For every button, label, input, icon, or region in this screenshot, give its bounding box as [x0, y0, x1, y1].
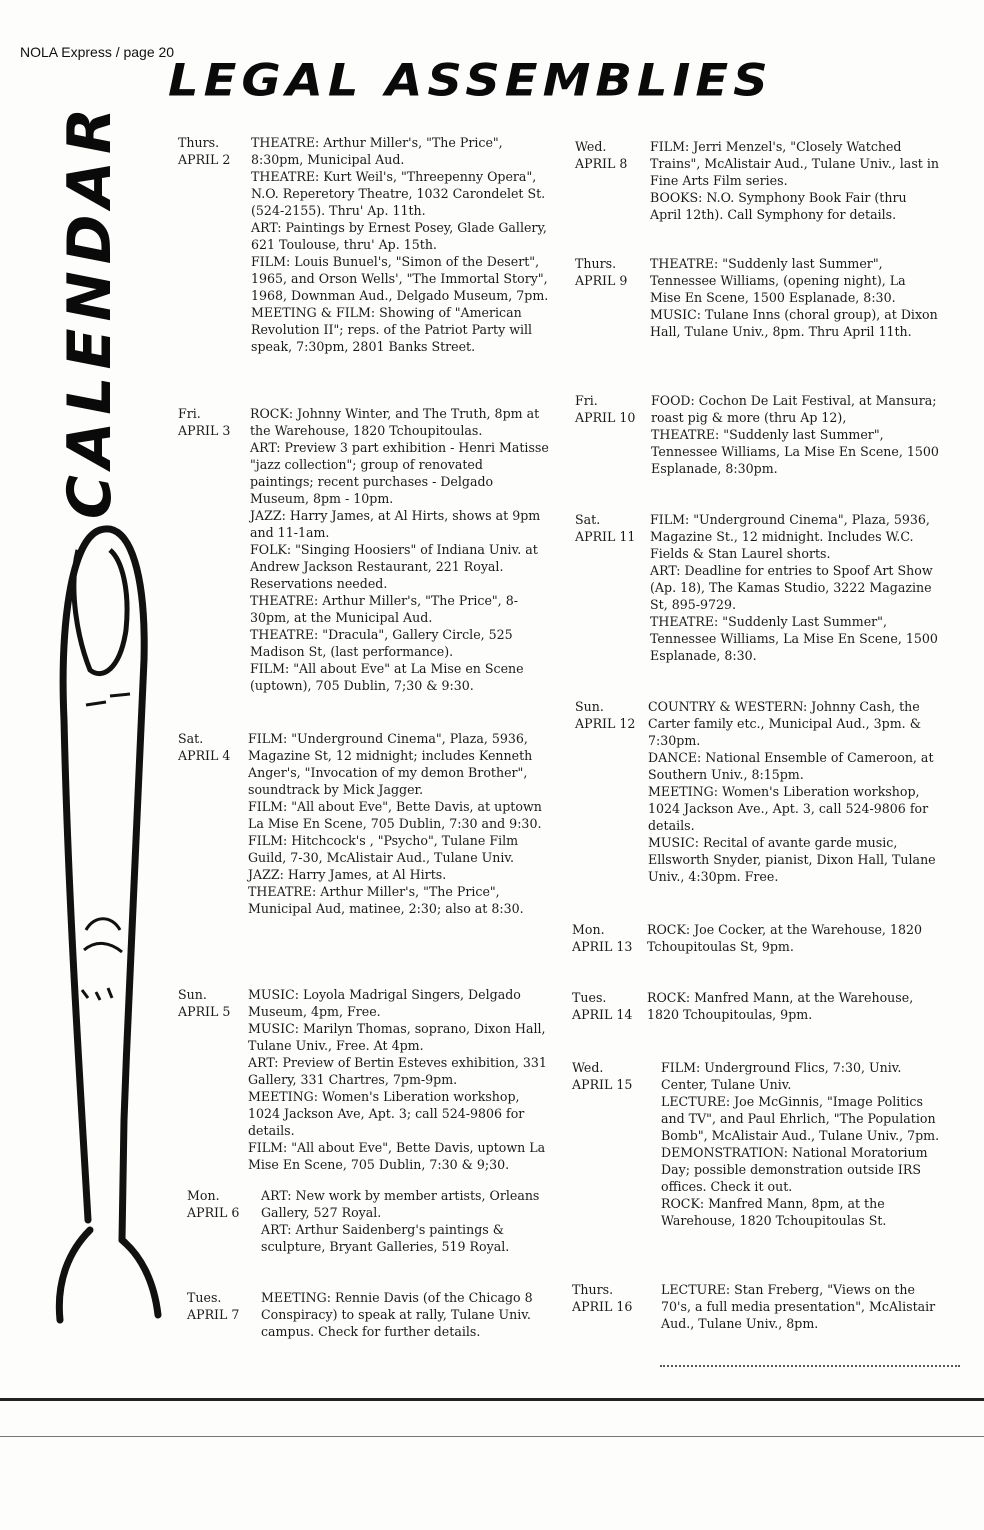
event-item: ART: New work by member artists, Orleans Gallery, 527 Royal.	[261, 1188, 540, 1220]
entry-events	[650, 511, 940, 664]
entry-date-text: APRIL 12	[575, 716, 636, 731]
entry-date-text: APRIL 4	[178, 748, 231, 763]
event-item: ROCK: Joe Cocker, at the Warehouse, 1820 Tchoupitoulas St, 9pm.	[647, 922, 922, 954]
event-item: THEATRE: "Suddenly Last Summer", Tennessee Williams, La Mise En Scene, 1500 Esplanade, 8:30.	[650, 614, 938, 663]
entry-events	[261, 1187, 551, 1255]
entry-date	[178, 405, 248, 439]
event-item: JAZZ: Harry James, at Al Hirts, shows at 9pm and 11-1am.	[250, 508, 541, 540]
event-item: MEETING & FILM: Showing of "American Revolution II"; reps. of the Patriot Party will speak, 7:30pm, 2801 Banks Street.	[251, 305, 533, 354]
entry-date	[178, 134, 248, 168]
entry-day: Sat.	[178, 731, 204, 746]
entry-day: Wed.	[572, 1060, 604, 1075]
event-item: THEATRE: Kurt Weil's, "Threepenny Opera", N.O. Reperetory Theatre, 1032 Carondelet St. (524-2155). Thru' Ap. 11th.	[251, 169, 546, 218]
entry-events	[248, 986, 552, 1173]
event-item: FILM: Underground Flics, 7:30, Univ. Center, Tulane Univ.	[661, 1060, 902, 1092]
event-item: MUSIC: Tulane Inns (choral group), at Dixon Hall, Tulane Univ., 8pm. Thru April 11th.	[650, 307, 938, 339]
event-item: LECTURE: Joe McGinnis, "Image Politics and TV", and Paul Ehrlich, "The Population Bomb", McAlistair Aud., Tulane Univ., 7pm.	[661, 1094, 940, 1143]
entry-day: Fri.	[178, 406, 201, 421]
entry-date-text: APRIL 11	[575, 529, 636, 544]
entry-date-text: APRIL 7	[187, 1307, 240, 1322]
event-item: MEETING: Women's Liberation workshop, 1024 Jackson Ave, Apt. 3; call 524-9806 for details.	[248, 1089, 525, 1138]
event-item: FILM: "All about Eve" at La Mise en Scene (uptown), 705 Dublin, 7;30 & 9:30.	[250, 661, 524, 693]
event-item: JAZZ: Harry James, at Al Hirts.	[248, 867, 447, 882]
entry-date	[575, 255, 645, 289]
entry-day: Thurs.	[575, 256, 617, 271]
entry-date	[575, 138, 645, 172]
event-item: BOOKS: N.O. Symphony Book Fair (thru April 12th). Call Symphony for details.	[650, 190, 907, 222]
entry-date	[575, 698, 645, 732]
entry-events	[248, 730, 552, 917]
event-item: THEATRE: "Suddenly last Summer", Tennessee Williams, La Mise En Scene, 1500 Esplanade, 8:30pm.	[651, 427, 939, 476]
entry-day: Mon.	[187, 1188, 220, 1203]
event-item: ART: Preview 3 part exhibition - Henri Matisse "jazz collection"; group of renovated paintings; recent purchases - Delgado Museum, 8pm - 10pm.	[250, 440, 549, 506]
event-item: ART: Arthur Saidenberg's paintings & sculpture, Bryant Galleries, 519 Royal.	[261, 1222, 510, 1254]
entry-date-text: APRIL 6	[187, 1205, 240, 1220]
entry-day: Mon.	[572, 922, 605, 937]
entry-events	[648, 698, 944, 885]
calendar-side-title-text: CALENDAR	[55, 100, 125, 520]
event-item: FILM: "All about Eve", Bette Davis, at uptown La Mise En Scene, 705 Dublin, 7:30 and 9:30.	[248, 799, 542, 831]
entry-events	[251, 134, 551, 355]
entry-events	[650, 138, 940, 223]
event-item: THEATRE: "Suddenly last Summer", Tennessee Williams, (opening night), La Mise En Scene, 1500 Esplanade, 8:30.	[650, 256, 906, 305]
entry-date	[572, 1059, 642, 1093]
entry-date-text: APRIL 5	[178, 1004, 231, 1019]
event-item: MUSIC: Loyola Madrigal Singers, Delgado Museum, 4pm, Free.	[248, 987, 521, 1019]
entry-date	[572, 921, 642, 955]
event-item: FOLK: "Singing Hoosiers" of Indiana Univ. at Andrew Jackson Restaurant, 221 Royal. Reservations needed.	[250, 542, 538, 591]
entry-events	[661, 1281, 945, 1332]
event-item: FILM: Louis Bunuel's, "Simon of the Desert", 1965, and Orson Wells', "The Immortal Story", 1968, Downman Aud., Delgado Museum, 7pm.	[251, 254, 549, 303]
bottom-rule	[0, 1398, 984, 1401]
entry-events	[647, 921, 943, 955]
event-item: MEETING: Rennie Davis (of the Chicago 8 Conspiracy) to speak at rally, Tulane Univ. campus. Check for further details.	[261, 1290, 533, 1339]
entry-date	[178, 986, 248, 1020]
entry-date-text: APRIL 14	[572, 1007, 633, 1022]
event-item: THEATRE: Arthur Miller's, "The Price", 8-30pm, at the Municipal Aud.	[250, 593, 518, 625]
entry-day: Tues.	[572, 990, 607, 1005]
event-item: LECTURE: Stan Freberg, "Views on the 70's, a full media presentation", McAlistair Aud., Tulane Univ., 8pm.	[661, 1282, 936, 1331]
entry-day: Sun.	[575, 699, 604, 714]
entry-date-text: APRIL 9	[575, 273, 628, 288]
entry-events	[651, 392, 941, 477]
event-item: FILM: Hitchcock's , "Psycho", Tulane Film Guild, 7-30, McAlistair Aud., Tulane Univ.	[248, 833, 519, 865]
entry-date	[187, 1289, 257, 1323]
event-item: ART: Paintings by Ernest Posey, Glade Gallery, 621 Toulouse, thru' Ap. 15th.	[251, 220, 547, 252]
entry-date	[572, 1281, 642, 1315]
event-item: FILM: "Underground Cinema", Plaza, 5936, Magazine St., 12 midnight. Includes W.C. Fields & Stan Laurel shorts.	[650, 512, 930, 561]
event-item: ART: Preview of Bertin Esteves exhibition, 331 Gallery, 331 Chartres, 7pm-9pm.	[248, 1055, 547, 1087]
event-item: MUSIC: Marilyn Thomas, soprano, Dixon Hall, Tulane Univ., Free. At 4pm.	[248, 1021, 546, 1053]
entry-day: Sun.	[178, 987, 207, 1002]
entry-events	[250, 405, 550, 694]
entry-day: Sat.	[575, 512, 601, 527]
entry-events	[647, 989, 943, 1023]
event-item: FILM: "Underground Cinema", Plaza, 5936, Magazine St, 12 midnight; includes Kenneth Anger's, "Invocation of my demon Brother", soundtrack by Mick Jagger.	[248, 731, 533, 797]
entry-date	[187, 1187, 257, 1221]
finger-drawing	[50, 520, 170, 1340]
entry-day: Wed.	[575, 139, 607, 154]
page-title: LEGAL ASSEMBLIES	[168, 55, 773, 107]
entry-events	[261, 1289, 551, 1340]
entry-date-text: APRIL 3	[178, 423, 231, 438]
event-item: THEATRE: "Dracula", Gallery Circle, 525 Madison St, (last performance).	[250, 627, 513, 659]
event-item: FILM: Jerri Menzel's, "Closely Watched Trains", McAlistair Aud., Tulane Univ., last in Fine Arts Film series.	[650, 139, 939, 188]
entry-date	[178, 730, 248, 764]
page-label: NOLA Express / page 20	[20, 44, 175, 60]
entry-date-text: APRIL 2	[178, 152, 231, 167]
event-item: DANCE: National Ensemble of Cameroon, at Southern Univ., 8:15pm.	[648, 750, 934, 782]
event-item: FOOD: Cochon De Lait Festival, at Mansura; roast pig & more (thru Ap 12),	[651, 393, 937, 425]
entry-date	[575, 511, 645, 545]
event-item: ROCK: Johnny Winter, and The Truth, 8pm at the Warehouse, 1820 Tchoupitoulas.	[250, 406, 540, 438]
entry-date	[575, 392, 645, 426]
entry-date	[572, 989, 642, 1023]
entry-day: Tues.	[187, 1290, 222, 1305]
event-item: THEATRE: Arthur Miller's, "The Price", 8:30pm, Municipal Aud.	[251, 135, 503, 167]
event-item: MUSIC: Recital of avante garde music, Ellsworth Snyder, pianist, Dixon Hall, Tulane Univ., 4:30pm. Free.	[648, 835, 936, 884]
event-item: THEATRE: Arthur Miller's, "The Price", Municipal Aud, matinee, 2:30; also at 8:30.	[248, 884, 524, 916]
entry-date-text: APRIL 15	[572, 1077, 633, 1092]
entry-date-text: APRIL 16	[572, 1299, 633, 1314]
entry-date-text: APRIL 13	[572, 939, 633, 954]
event-item: DEMONSTRATION: National Moratorium Day; possible demonstration outside IRS offices. Check it out.	[661, 1145, 928, 1194]
calendar-side-title	[40, 100, 140, 520]
event-item: COUNTRY & WESTERN: Johnny Cash, the Carter family etc., Municipal Aud., 3pm. & 7:30pm.	[648, 699, 921, 748]
entry-events	[661, 1059, 945, 1229]
event-item: ROCK: Manfred Mann, at the Warehouse, 1820 Tchoupitoulas, 9pm.	[647, 990, 914, 1022]
event-item: MEETING: Women's Liberation workshop, 1024 Jackson Ave., Apt. 3, call 524-9806 for details.	[648, 784, 929, 833]
entry-day: Thurs.	[572, 1282, 614, 1297]
entry-day: Thurs.	[178, 135, 220, 150]
entry-date-text: APRIL 10	[575, 410, 636, 425]
event-item: ART: Deadline for entries to Spoof Art Show (Ap. 18), The Kamas Studio, 3222 Magazine St, 895-9729.	[650, 563, 933, 612]
entry-date-text: APRIL 8	[575, 156, 628, 171]
dotted-divider	[660, 1365, 960, 1367]
entry-events	[650, 255, 940, 340]
event-item: FILM: "All about Eve", Bette Davis, uptown La Mise En Scene, 705 Dublin, 7:30 & 9;30.	[248, 1140, 546, 1172]
bottom-rule-thin	[0, 1436, 984, 1437]
event-item: ROCK: Manfred Mann, 8pm, at the Warehouse, 1820 Tchoupitoulas St.	[661, 1196, 887, 1228]
entry-day: Fri.	[575, 393, 598, 408]
